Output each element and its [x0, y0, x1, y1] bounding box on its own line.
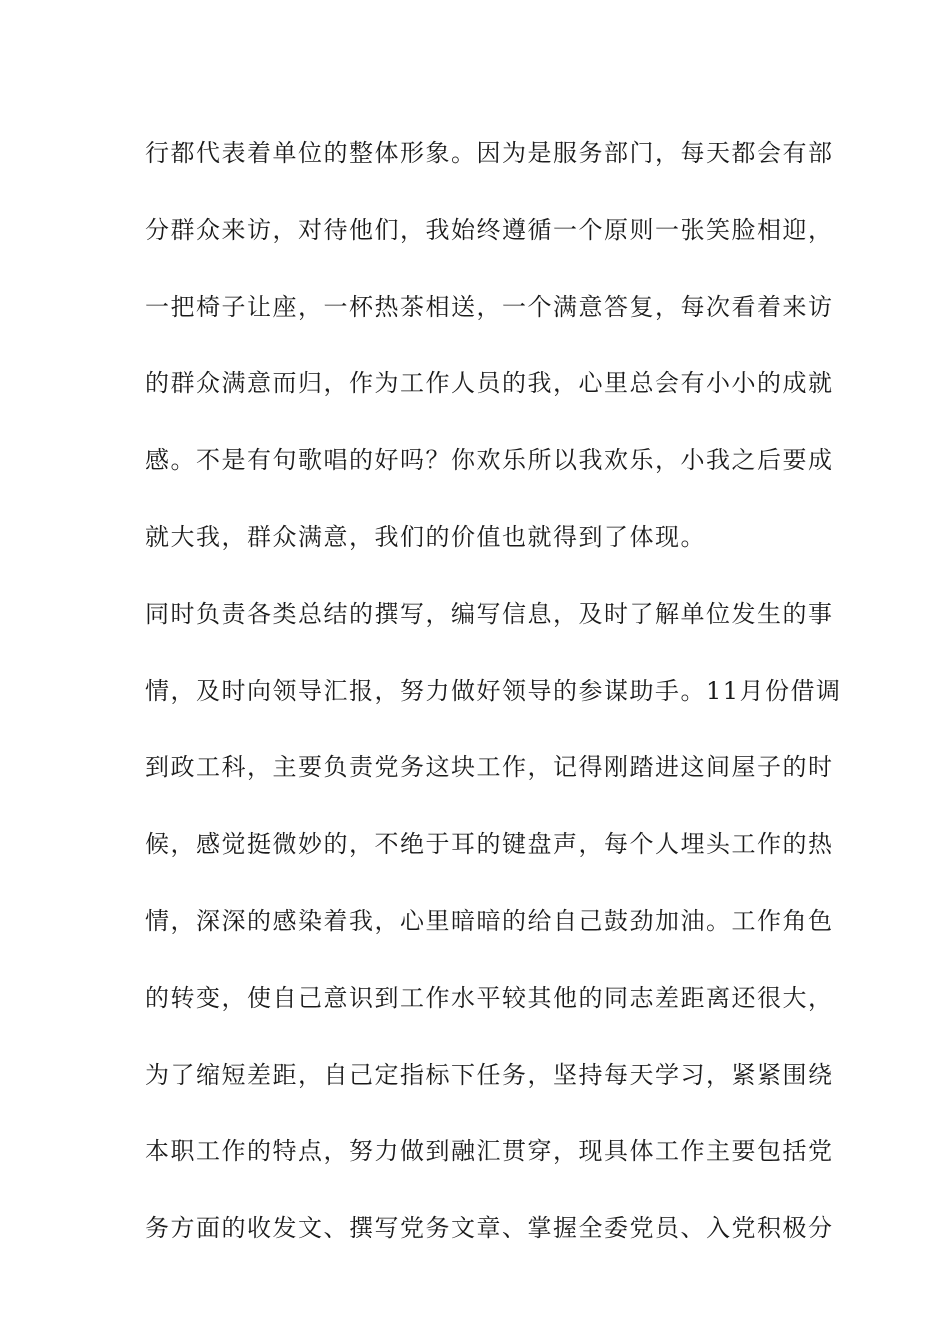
text-line: 候，感觉挺微妙的，不绝于耳的键盘声，每个人埋头工作的热	[145, 830, 834, 859]
body-text	[145, 134, 842, 1286]
text-line: 的转变，使自己意识到工作水平较其他的同志差距离还很大，	[145, 983, 834, 1012]
text-line: 到政工科，主要负责党务这块工作，记得刚踏进这间屋子的时	[145, 753, 834, 782]
text-line: 就大我，群众满意，我们的价值也就得到了体现。	[145, 522, 706, 551]
text-line: 本职工作的特点，努力做到融汇贯穿，现具体工作主要包括党	[145, 1137, 834, 1166]
text-line: 务方面的收发文、撰写党务文章、掌握全委党员、入党积极分	[145, 1214, 834, 1243]
text-line: 同时负责各类总结的撰写，编写信息，及时了解单位发生的事	[145, 599, 834, 628]
text-line: 行都代表着单位的整体形象。因为是服务部门，每天都会有部	[145, 139, 834, 167]
text-line: 为了缩短差距，自己定指标下任务，坚持每天学习，紧紧围绕	[145, 1060, 834, 1089]
text-line: 感。不是有句歌唱的好吗？你欢乐所以我欢乐，小我之后要成	[145, 446, 834, 475]
text-line: 分群众来访，对待他们，我始终遵循一个原则一张笑脸相迎，	[145, 215, 834, 244]
text-line: 情，深深的感染着我，心里暗暗的给自己鼓劲加油。工作角色	[145, 906, 834, 935]
text-line: 情，及时向领导汇报，努力做好领导的参谋助手。11月份借调	[145, 676, 842, 705]
text-line: 一把椅子让座，一杯热茶相送，一个满意答复，每次看着来访	[145, 292, 834, 321]
text-line: 的群众满意而归，作为工作人员的我，心里总会有小小的成就	[145, 369, 834, 398]
